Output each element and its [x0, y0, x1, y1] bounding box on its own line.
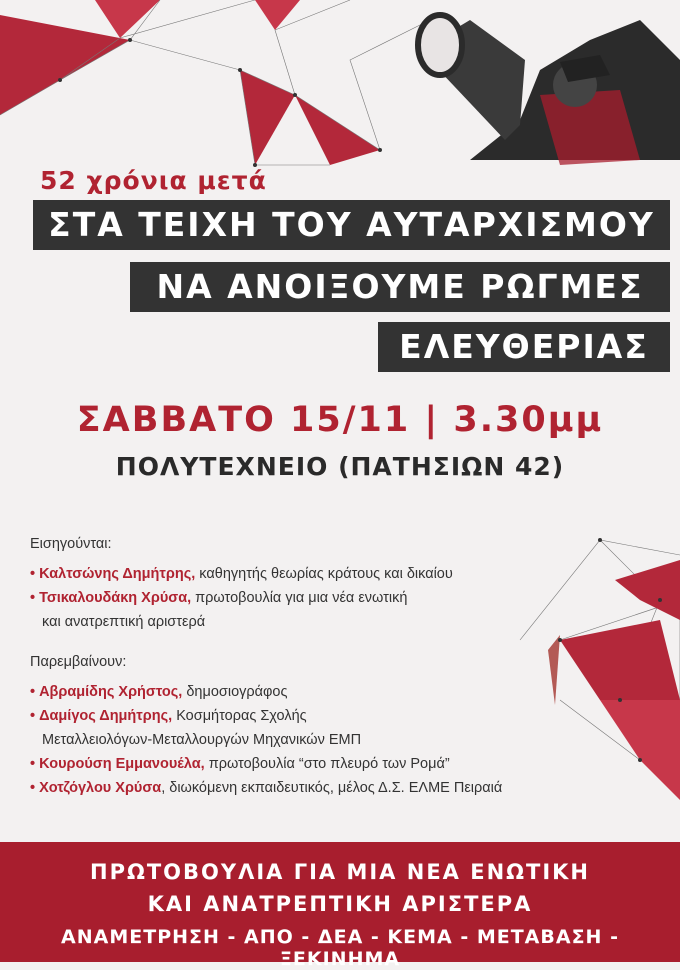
- speaker-row: [30, 776, 630, 800]
- speaker-role: , διωκόμενη εκπαιδευτικός, μέλος Δ.Σ. ΕΛΜΕ Πειραιά: [161, 780, 503, 796]
- speaker-role: πρωτοβουλία “στο πλευρό των Ρομά”: [208, 756, 450, 772]
- bullet-icon: •: [30, 780, 36, 796]
- speaker-row: [30, 586, 630, 610]
- speaker-row: [30, 562, 630, 586]
- participants-label: Παρεμβαίνουν:: [30, 654, 127, 670]
- speaker-role: πρωτοβουλία για μια νέα ενωτική: [195, 590, 408, 606]
- event-date: ΣΑΒΒΑΤΟ 15/11 | 3.30μμ: [76, 400, 604, 440]
- speaker-name: Κουρούση Εμμανουέλα,: [39, 756, 205, 772]
- speaker-name: Καλτσώνης Δημήτρης,: [39, 566, 196, 582]
- speaker-role: καθηγητής θεωρίας κράτους και δικαίου: [199, 566, 453, 582]
- event-venue: ΠΟΛΥΤΕΧΝΕΙΟ (ΠΑΤΗΣΙΩΝ 42): [115, 452, 565, 481]
- speaker-role-continuation: Μεταλλειολόγων-Μεταλλουργών Μηχανικών ΕΜΠ: [42, 732, 362, 748]
- headline-line-2: ΝΑ ΑΝΟΙΞΟΥΜΕ ΡΩΓΜΕΣ: [130, 262, 670, 312]
- bullet-icon: •: [30, 566, 36, 582]
- speaker-name: Δαμίγος Δημήτρης,: [39, 708, 173, 724]
- organizer-line-1: ΠΡΩΤΟΒΟΥΛΙΑ ΓΙΑ ΜΙΑ ΝΕΑ ΕΝΩΤΙΚΗ: [90, 860, 590, 884]
- headline-line-3: ΕΛΕΥΘΕΡΙΑΣ: [378, 322, 670, 372]
- bullet-icon: •: [30, 590, 36, 606]
- bullet-icon: •: [30, 708, 36, 724]
- red-triangle: [240, 70, 295, 165]
- red-triangle: [295, 95, 380, 165]
- megaphone-figure: [418, 15, 680, 165]
- speaker-name: Αβραμίδης Χρήστος,: [39, 684, 183, 700]
- speaker-name: Τσικαλουδάκη Χρύσα,: [39, 590, 192, 606]
- speaker-role: δημοσιογράφος: [186, 684, 288, 700]
- speaker-row: [30, 680, 630, 704]
- introducers-label: Εισηγούνται:: [30, 536, 112, 552]
- bullet-icon: •: [30, 756, 36, 772]
- speakers-section: [30, 536, 630, 800]
- red-triangle: [255, 0, 300, 30]
- bullet-icon: •: [30, 684, 36, 700]
- headline-line-1: ΣΤΑ ΤΕΙΧΗ ΤΟΥ ΑΥΤΑΡΧΙΣΜΟΥ: [33, 200, 670, 250]
- red-triangle: [95, 0, 160, 38]
- speaker-name: Χοτζόγλου Χρύσα: [39, 780, 162, 796]
- organizer-line-2: ΚΑΙ ΑΝΑΤΡΕΠΤΙΚΗ ΑΡΙΣΤΕΡΑ: [147, 892, 533, 916]
- speaker-row: [30, 704, 630, 728]
- organizer-groups: ΑΝΑΜΕΤΡΗΣΗ - ΑΠΟ - ΔΕΑ - ΚΕΜΑ - ΜΕΤΑΒΑΣΗ - ΞΕΚΙΝΗΜΑ: [61, 926, 619, 970]
- speaker-role: Κοσμήτορας Σχολής: [176, 708, 307, 724]
- speaker-role-continuation: και ανατρεπτική αριστερά: [42, 614, 206, 630]
- speaker-row: [30, 752, 630, 776]
- subtitle: 52 χρόνια μετά: [40, 166, 267, 195]
- red-triangle: [0, 15, 130, 115]
- organizer-footer: [0, 842, 680, 970]
